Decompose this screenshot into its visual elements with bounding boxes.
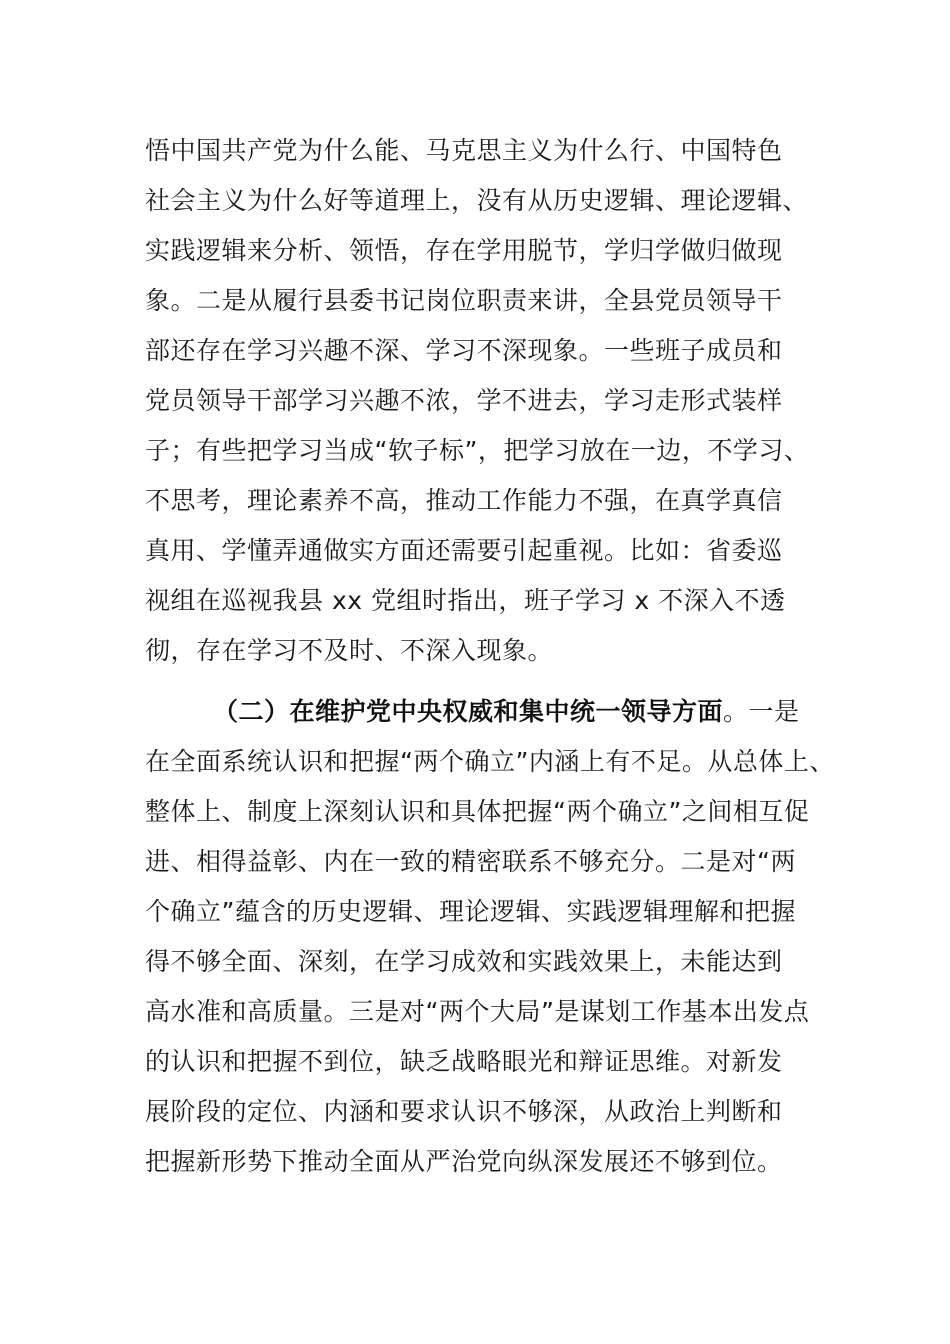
paragraph-line: 子；有些把学习当成“软子标”，把学习放在一边，不学习、 — [145, 436, 810, 465]
section-heading: （二）在维护党中央权威和集中统一领导方面 — [213, 697, 724, 726]
paragraph-line: 象。二是从履行县委书记岗位职责来讲，全县党员领导干 — [145, 286, 783, 315]
paragraph-line: 把握新形势下推动全面从严治党向纵深发展还不够到位。 — [145, 1147, 783, 1176]
paragraph-line: 整体上、制度上深刻认识和具体把握“两个确立”之间相互促 — [145, 797, 810, 826]
paragraph-line: 彻，存在学习不及时、不深入现象。 — [145, 636, 554, 665]
paragraph-line: 进、相得益彰、内在一致的精密联系不够充分。二是对“两 — [145, 847, 796, 876]
paragraph-line: 悟中国共产党为什么能、马克思主义为什么行、中国特色 — [145, 136, 783, 165]
paragraph-line: 实践逻辑来分析、领悟，存在学用脱节，学归学做归做现 — [145, 236, 783, 265]
section-heading-line — [145, 687, 845, 737]
paragraph-line: 得不够全面、深刻，在学习成效和实践效果上，未能达到 — [145, 947, 783, 976]
heading-continuation: 。一是 — [723, 697, 800, 726]
paragraph-line: 高水准和高质量。三是对“两个大局”是谋划工作基本出发点 — [145, 997, 810, 1026]
paragraph-line: 个确立”蕴含的历史逻辑、理论逻辑、实践逻辑理解和把握 — [145, 897, 796, 926]
paragraph-line: 不思考，理论素养不高，推动工作能力不强，在真学真信 — [145, 486, 783, 515]
paragraph-line: 在全面系统认识和把握“两个确立”内涵上有不足。从总体上、 — [145, 747, 835, 776]
paragraph-line: 真用、学懂弄通做实方面还需要引起重视。比如：省委巡 — [145, 536, 783, 565]
paragraph-2 — [145, 687, 845, 1187]
paragraph-1 — [145, 126, 845, 676]
paragraph-line: 的认识和把握不到位，缺乏战略眼光和辩证思维。对新发 — [145, 1047, 783, 1076]
paragraph-line: 视组在巡视我县 xx 党组时指出，班子学习 x 不深入不透 — [145, 586, 786, 615]
paragraph-line: 社会主义为什么好等道理上，没有从历史逻辑、理论逻辑、 — [145, 186, 809, 215]
paragraph-line: 展阶段的定位、内涵和要求认识不够深，从政治上判断和 — [145, 1097, 783, 1126]
paragraph-line: 党员领导干部学习兴趣不浓，学不进去，学习走形式装样 — [145, 386, 783, 415]
paragraph-line: 部还存在学习兴趣不深、学习不深现象。一些班子成员和 — [145, 336, 783, 365]
